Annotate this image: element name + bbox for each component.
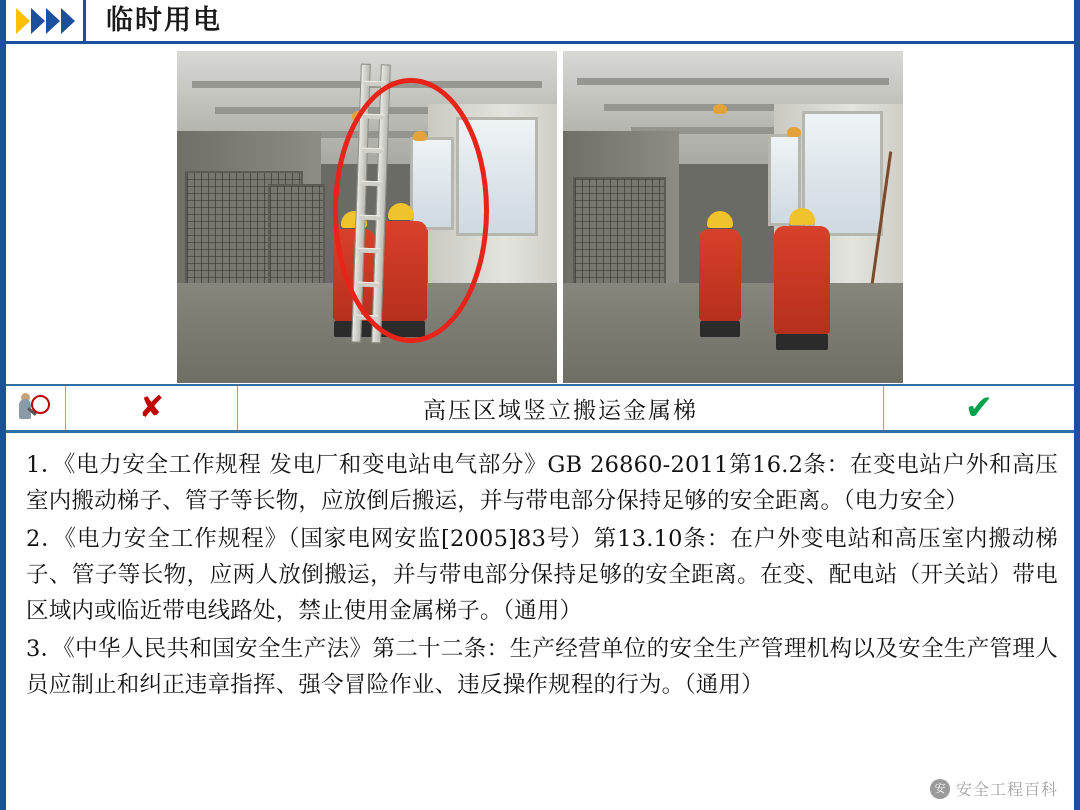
check-icon: ✔ xyxy=(964,388,994,428)
photo-wrong xyxy=(177,51,557,383)
right-mark-cell xyxy=(884,386,1074,430)
magnifier-inspector-icon xyxy=(6,386,66,430)
regulation-text xyxy=(6,433,1074,703)
cross-icon: ✘ xyxy=(138,390,165,425)
caption-row xyxy=(6,384,1074,433)
watermark-text: 安全工程百科 xyxy=(955,780,1058,799)
photo-band xyxy=(6,44,1074,384)
regulation-paragraph: 1．《电力安全工作规程 发电厂和变电站电气部分》GB 26860-2011第16.2条：在变电站户外和高压室内搬动梯子、管子等长物，应放倒后搬运，并与带电部分保持足够的安全距离。（电力安全） xyxy=(26,452,1058,514)
watermark xyxy=(930,777,1058,800)
regulation-paragraph: 2．《电力安全工作规程》（国家电网安监[2005]83号）第13.10条：在户外变电站和高压室内搬动梯子、管子等长物，应两人放倒搬运，并与带电部分保持足够的安全距离。在变、配电站（开关站）带电区域内或临近带电线路处，禁止使用金属梯子。（通用） xyxy=(26,526,1058,624)
caption-title-cell xyxy=(238,386,884,430)
wrong-mark-cell xyxy=(66,386,238,430)
header-divider xyxy=(83,0,102,41)
regulation-paragraph: 3．《中华人民共和国安全生产法》第二十二条：生产经营单位的安全生产管理机构以及安全生产管理人员应制止和纠正违章指挥、强令冒险作业、违反操作规程的行为。（通用） xyxy=(26,636,1058,698)
caption-title: 高压区域竖立搬运金属梯 xyxy=(423,397,698,424)
page-title: 临时用电 xyxy=(106,5,222,36)
watermark-logo-icon: 安 xyxy=(930,779,950,799)
red-ellipse-highlight xyxy=(333,78,489,344)
photo-correct xyxy=(563,51,903,383)
slide-header xyxy=(6,0,1074,44)
double-chevron-icon xyxy=(6,8,75,34)
